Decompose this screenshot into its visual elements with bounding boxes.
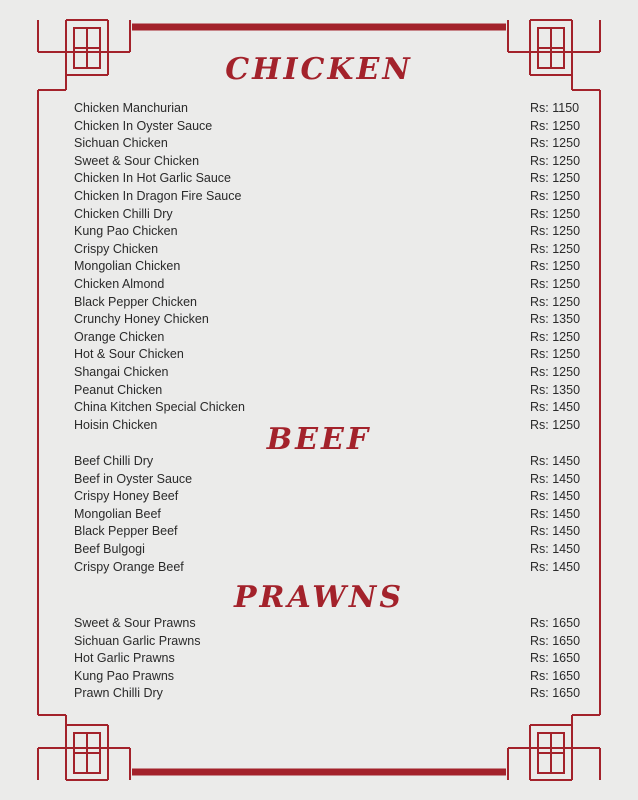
menu-item-price: Rs: 1250 xyxy=(530,224,581,239)
menu-item-price: Rs: 1650 xyxy=(530,686,581,701)
menu-item-name: Chicken Almond xyxy=(74,277,165,291)
menu-item-price: Rs: 1650 xyxy=(530,668,581,683)
menu-item-name: Sichuan Chicken xyxy=(74,136,168,151)
menu-item-price: Rs: 1450 xyxy=(530,524,581,539)
menu-item xyxy=(74,471,581,488)
menu-item-name: Chicken Manchurian xyxy=(74,101,188,115)
menu-item-name: Hot & Sour Chicken xyxy=(74,347,184,362)
menu-item-name: Black Pepper Chicken xyxy=(74,294,197,309)
menu-item-price: Rs: 1250 xyxy=(530,171,581,186)
menu-item xyxy=(74,206,581,223)
menu-item xyxy=(74,488,581,505)
menu-item-price: Rs: 1450 xyxy=(530,559,581,574)
menu-item xyxy=(74,685,581,702)
menu-item-name: Chicken In Hot Garlic Sauce xyxy=(74,171,232,186)
menu-item xyxy=(74,188,581,205)
menu-item xyxy=(74,100,578,117)
menu-item-price: Rs: 1350 xyxy=(530,382,581,397)
menu-item xyxy=(74,170,581,187)
menu-item-name: Chicken In Dragon Fire Sauce xyxy=(74,189,242,203)
menu-item xyxy=(74,276,581,293)
menu-item xyxy=(74,523,581,540)
menu-item-name: Orange Chicken xyxy=(74,329,165,344)
menu-item-price: Rs: 1450 xyxy=(530,506,581,521)
menu-item-price: Rs: 1250 xyxy=(530,241,581,256)
menu-item xyxy=(74,615,581,632)
menu-item-name: Mongolian Beef xyxy=(74,506,161,521)
menu-item xyxy=(74,382,581,399)
menu-item-name: Shangai Chicken xyxy=(74,365,169,379)
menu-item-price: Rs: 1250 xyxy=(530,206,581,221)
menu-item-name: Crunchy Honey Chicken xyxy=(74,312,209,327)
section-title-chicken: CHICKEN xyxy=(225,52,413,87)
menu-item xyxy=(74,311,581,328)
menu-item xyxy=(74,399,581,416)
menu-item-price: Rs: 1250 xyxy=(530,417,581,432)
menu-item xyxy=(74,118,581,135)
menu-item-name: Beef Chilli Dry xyxy=(74,454,154,468)
menu-item-name: Crispy Chicken xyxy=(74,241,159,256)
menu-item-name: Chicken In Oyster Sauce xyxy=(74,118,213,133)
menu-item xyxy=(74,650,581,667)
menu-item-name: Beef in Oyster Sauce xyxy=(74,471,193,486)
menu-item-name: Hot Garlic Prawns xyxy=(74,651,175,666)
menu-item-name: Sichuan Garlic Prawns xyxy=(74,633,201,648)
menu-item-price: Rs: 1250 xyxy=(530,153,581,168)
menu-item-price: Rs: 1250 xyxy=(530,329,581,344)
corner-ornament-bottom-left xyxy=(38,715,130,780)
menu-item-price: Rs: 1250 xyxy=(530,347,581,362)
menu-item-price: Rs: 1650 xyxy=(530,651,581,666)
menu-item-name: Black Pepper Beef xyxy=(74,524,178,539)
menu-item-price: Rs: 1250 xyxy=(530,365,581,379)
menu-item xyxy=(74,258,581,275)
menu-item-price: Rs: 1450 xyxy=(530,471,581,486)
menu-item-name: Crispy Honey Beef xyxy=(74,489,179,504)
menu-item-name: Sweet & Sour Prawns xyxy=(74,616,196,630)
section-title-prawns: PRAWNS xyxy=(233,580,405,615)
menu-item-name: Kung Pao Prawns xyxy=(74,668,175,683)
menu-item-name: Peanut Chicken xyxy=(74,382,163,397)
menu-item-price: Rs: 1250 xyxy=(530,118,581,133)
menu-item-price: Rs: 1450 xyxy=(530,489,581,504)
menu-item-price: Rs: 1450 xyxy=(530,542,581,556)
menu-item-price: Rs: 1650 xyxy=(530,616,581,630)
menu-item-price: Rs: 1650 xyxy=(530,633,581,648)
menu-item-price: Rs: 1450 xyxy=(530,400,581,415)
menu-item-name: Beef Bulgogi xyxy=(74,542,145,556)
menu-item-name: Chicken Chilli Dry xyxy=(74,206,173,221)
corner-ornament-bottom-right xyxy=(508,715,600,780)
menu-item xyxy=(74,153,581,170)
section-title-beef: BEEF xyxy=(266,422,372,457)
menu-item xyxy=(74,329,581,346)
menu-item-price: Rs: 1250 xyxy=(530,294,581,309)
menu-item xyxy=(74,223,581,240)
menu-item-price: Rs: 1150 xyxy=(530,101,580,115)
menu-item xyxy=(74,506,581,523)
menu-item-name: Prawn Chilli Dry xyxy=(74,686,163,701)
menu-item-name: Mongolian Chicken xyxy=(74,259,181,274)
menu-item-price: Rs: 1250 xyxy=(530,136,581,151)
menu-item xyxy=(74,135,581,152)
menu-item xyxy=(74,453,581,470)
menu-item-name: China Kitchen Special Chicken xyxy=(74,400,245,415)
menu-item-name: Hoisin Chicken xyxy=(74,417,158,432)
menu-item xyxy=(74,633,581,650)
menu-item-price: Rs: 1250 xyxy=(530,189,581,203)
menu-item-name: Kung Pao Chicken xyxy=(74,224,178,239)
menu-item-price: Rs: 1450 xyxy=(530,454,581,468)
menu-item-price: Rs: 1350 xyxy=(530,312,581,327)
menu-item xyxy=(74,364,581,381)
menu-item xyxy=(74,294,581,311)
menu-item xyxy=(74,668,581,685)
menu-item xyxy=(74,241,581,258)
menu-item xyxy=(74,417,581,434)
menu-item-name: Crispy Orange Beef xyxy=(74,559,184,574)
menu-item-name: Sweet & Sour Chicken xyxy=(74,153,200,168)
menu-item-price: Rs: 1250 xyxy=(530,259,581,274)
menu-item xyxy=(74,346,581,363)
menu-item-price: Rs: 1250 xyxy=(530,277,581,291)
menu-item xyxy=(74,541,581,558)
menu-item xyxy=(74,559,581,576)
